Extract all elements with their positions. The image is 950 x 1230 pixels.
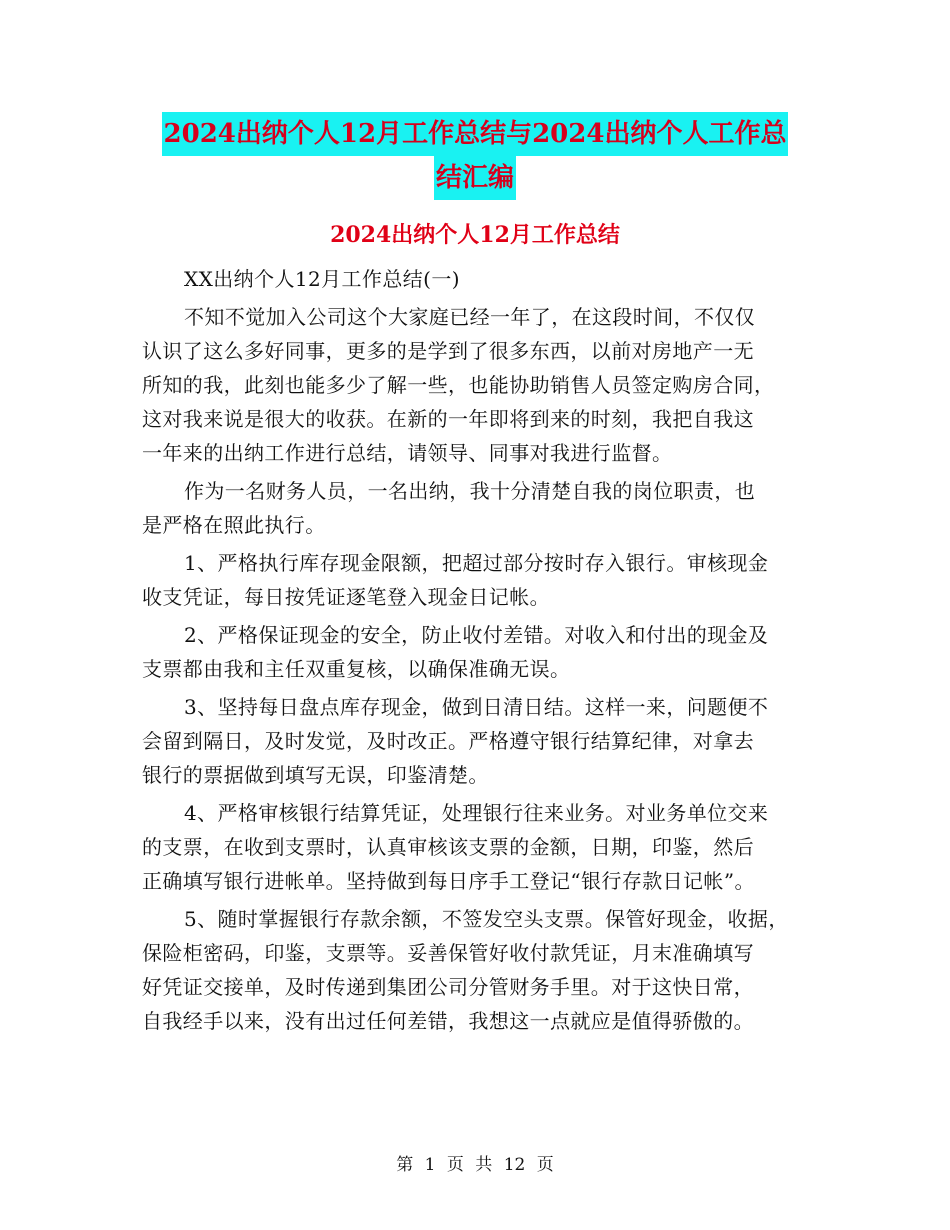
text-line: 认识了这么多好同事，更多的是学到了很多东西，以前对房地产一无 [142, 339, 754, 363]
text-line: 收支凭证，每日按凭证逐笔登入现金日记帐。 [142, 585, 550, 609]
page-footer: 第 1 页 共 12 页 [396, 1155, 554, 1175]
text-line: 3、坚持每日盘点库存现金，做到日清日结。这样一来，问题便不 [184, 695, 769, 719]
text-line: 是严格在照此执行。 [142, 513, 326, 537]
paragraph-heading: XX出纳个人12月工作总结(一) [184, 267, 460, 291]
text-line: 保险柜密码，印鉴，支票等。妥善保管好收付款凭证，月末准确填写 [142, 941, 754, 965]
text-line: 的支票，在收到支票时，认真审核该支票的金额，日期，印鉴，然后 [142, 835, 754, 859]
text-line: 好凭证交接单，及时传递到集团公司分管财务手里。对于这快日常， [142, 975, 754, 999]
text-line: 作为一名财务人员，一名出纳，我十分清楚自我的岗位职责，也 [184, 479, 756, 503]
title-line-1: 2024出纳个人12月工作总结与2024出纳个人工作总 [162, 112, 789, 156]
document-title [0, 112, 950, 200]
text-line: 正确填写银行进帐单。坚持做到每日序手工登记“银行存款日记帐”。 [142, 869, 755, 893]
text-line: 支票都由我和主任双重复核，以确保准确无误。 [142, 657, 571, 681]
text-line: 不知不觉加入公司这个大家庭已经一年了，在这段时间，不仅仅 [184, 305, 756, 329]
text-line: 一年来的出纳工作进行总结，请领导、同事对我进行监督。 [142, 441, 673, 465]
text-line: 1、严格执行库存现金限额，把超过部分按时存入银行。审核现金 [184, 551, 769, 575]
section-heading: 2024出纳个人12月工作总结 [330, 222, 620, 248]
text-line: 2、严格保证现金的安全，防止收付差错。对收入和付出的现金及 [184, 623, 769, 647]
text-line: 会留到隔日，及时发觉，及时改正。严格遵守银行结算纪律，对拿去 [142, 729, 754, 753]
text-line: 自我经手以来，没有出过任何差错，我想这一点就应是值得骄傲的。 [142, 1009, 754, 1033]
body-text [142, 262, 822, 1038]
text-line: 所知的我，此刻也能多少了解一些，也能协助销售人员签定购房合同， [142, 373, 775, 397]
text-line: 银行的票据做到填写无误，印鉴清楚。 [142, 763, 489, 787]
title-line-2: 结汇编 [434, 156, 516, 200]
text-line: 5、随时掌握银行存款余额，不签发空头支票。保管好现金，收据， [184, 907, 789, 931]
text-line: 这对我来说是很大的收获。在新的一年即将到来的时刻，我把自我这 [142, 407, 754, 431]
text-line: 4、严格审核银行结算凭证，处理银行往来业务。对业务单位交来 [184, 801, 769, 825]
